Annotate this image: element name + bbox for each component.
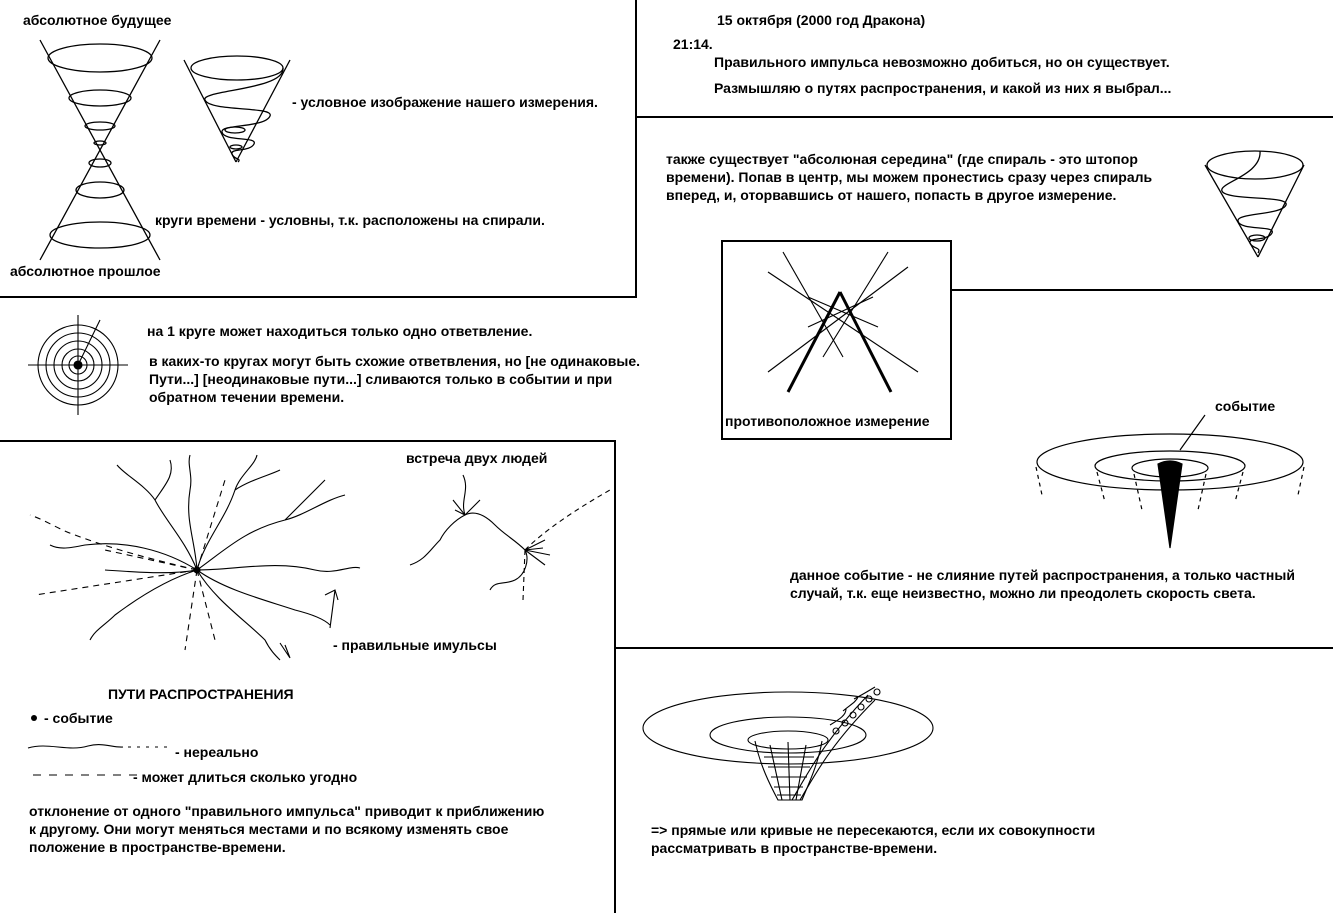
event-label: событие <box>1215 398 1276 414</box>
absolute-future-label: абсолютное будущее <box>23 12 172 28</box>
opposite-dimension-label: противоположное измерение <box>725 413 930 429</box>
spiral-cone-diagram <box>180 50 300 170</box>
border-mid-left-bottom <box>0 440 616 442</box>
concentric-circles-diagram <box>28 315 128 415</box>
event-text-line-2: случай, т.к. еще неизвестно, можно ли преодолеть скорость света. <box>790 585 1256 601</box>
border-mid-right <box>948 289 1333 291</box>
similar-branches-line-3: обратном течении времени. <box>149 389 345 405</box>
event-dot-legend-icon <box>29 713 39 723</box>
spacetime-funnel-diagram <box>640 685 940 810</box>
border-top-right-bottom <box>635 116 1333 118</box>
event-vortex-diagram <box>1030 410 1310 555</box>
correct-impulses-label: - правильные имульсы <box>333 637 497 653</box>
event-text-line-1: данное событие - не слияние путей распространения, а только частный <box>790 567 1295 583</box>
dashed-line-legend-icon <box>33 770 143 780</box>
time-label: 21:14. <box>673 36 713 52</box>
opposite-dimension-diagram <box>723 242 950 412</box>
opposite-dimension-frame <box>721 240 952 440</box>
unreal-line-legend-icon <box>28 740 176 754</box>
border-top-left-right <box>635 0 637 298</box>
corkscrew-cone-diagram <box>1200 135 1310 265</box>
deviation-text-line-1: отклонение от одного "правильного импульса" приводит к приближению <box>29 803 545 819</box>
note-line-1: Правильного импульса невозможно добиться, но он существует. <box>714 54 1170 70</box>
conclusion-line-2: рассматривать в пространстве-времени. <box>651 840 938 856</box>
absolute-middle-line-3: вперед, и, оторвавшись от нашего, попасть в другое измерение. <box>666 187 1117 203</box>
absolute-middle-line-2: времени). Попав в центр, мы можем пронестись сразу через спираль <box>666 169 1153 185</box>
absolute-past-label: абсолютное прошлое <box>10 263 161 279</box>
legend-any-duration: - может длиться сколько угодно <box>133 769 358 785</box>
one-branch-note: на 1 круге может находиться только одно ответвление. <box>147 323 533 339</box>
propagation-paths-title: ПУТИ РАСПРОСТРАНЕНИЯ <box>108 686 294 702</box>
legend-event: - событие <box>44 710 113 726</box>
deviation-text-line-2: к другому. Они могут меняться местами и по всякому изменять свое <box>29 821 509 837</box>
note-line-2: Размышляю о путях распространения, и какой из них я выбрал... <box>714 80 1172 96</box>
conclusion-line-1: => прямые или кривые не пересекаются, если их совокупности <box>651 822 1096 838</box>
similar-branches-line-2: Пути...] [неодинаковые пути...] сливаются только в событии и при <box>149 371 613 387</box>
meeting-diagram <box>405 470 615 605</box>
absolute-middle-line-1: также существует "абсолюная середина" (где спираль - это штопор <box>666 151 1138 167</box>
similar-branches-line-1: в каких-то кругах могут быть схожие ответвления, но [не одинаковые. <box>149 353 641 369</box>
double-cone-diagram <box>30 30 180 270</box>
meeting-of-two-people-label: встреча двух людей <box>406 450 548 466</box>
dimension-note: - условное изображение нашего измерения. <box>292 94 598 110</box>
deviation-text-line-3: положение в пространстве-времени. <box>29 839 286 855</box>
time-circles-note: круги времени - условны, т.к. расположены на спирали. <box>155 212 545 228</box>
border-top-left-bottom <box>0 296 637 298</box>
date-heading: 15 октября (2000 год Дракона) <box>717 12 926 28</box>
propagation-paths-diagram <box>25 450 365 665</box>
border-bottom-right-top <box>614 647 1333 649</box>
legend-unreal: - нереально <box>175 744 259 760</box>
